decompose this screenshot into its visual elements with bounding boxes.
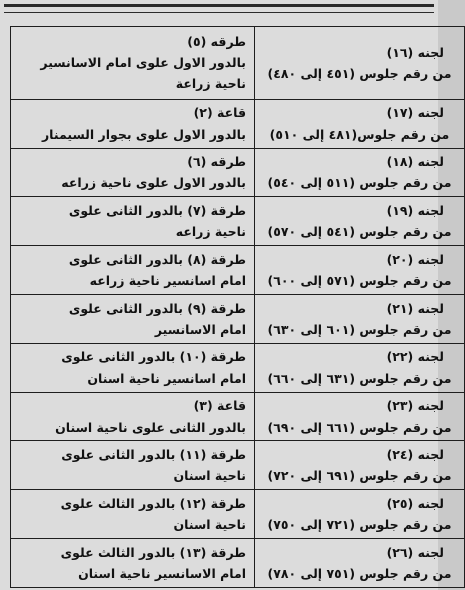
committee-name: لجنه (٢٦) [386, 544, 444, 560]
table-row [11, 294, 465, 343]
committee-cell [255, 441, 465, 490]
location-cell [11, 148, 255, 197]
location-line: قاعة (٣) [193, 398, 246, 414]
location-cell [11, 392, 255, 441]
location-line: امام اسانسير ناحية زراعه [89, 273, 246, 289]
table-row [11, 148, 465, 197]
committee-table-body [11, 27, 465, 588]
location-line: طرقة (١٢) بالدور الثالث علوى [60, 495, 246, 511]
location-cell [11, 441, 255, 490]
location-line: ناحية زراعة [175, 76, 246, 92]
table-row [11, 197, 465, 246]
location-line: طرقة (١٠) بالدور الثانى علوى [61, 349, 246, 365]
table-row [11, 539, 465, 588]
committee-name: لجنه (٢٤) [386, 447, 444, 463]
table-row [11, 392, 465, 441]
committee-name: لجنه (١٦) [386, 44, 444, 60]
location-cell [11, 27, 255, 100]
location-line: امام الاسانسير ناحية اسنان [78, 566, 246, 582]
committee-name: لجنه (٢٣) [386, 398, 444, 414]
committee-cell [255, 246, 465, 295]
location-cell [11, 343, 255, 392]
committee-cell [255, 294, 465, 343]
location-line: بالدور الاول علوى امام الاسانسير [40, 55, 246, 71]
location-cell [11, 539, 255, 588]
table-row [11, 441, 465, 490]
committee-name: لجنه (١٨) [386, 154, 444, 170]
table-row [11, 343, 465, 392]
seat-range: من رقم جلوس (٦٣١ إلى ٦٦٠) [267, 370, 452, 386]
table-row [11, 27, 465, 100]
committee-cell [255, 539, 465, 588]
location-line: ناحية اسنان [173, 468, 246, 484]
committee-cell [255, 148, 465, 197]
location-cell [11, 490, 255, 539]
location-line: امام اسانسير ناحية اسنان [87, 370, 246, 386]
top-double-rule [4, 4, 434, 13]
seat-range: من رقم جلوس (٦٠١ إلى ٦٣٠) [267, 321, 452, 337]
seat-range: من رقم جلوس (٥٤١ إلى ٥٧٠) [267, 224, 452, 240]
seat-range: من رقم جلوس (٥١١ إلى ٥٤٠) [267, 175, 452, 191]
location-line: طرقة (٧) بالدور الثانى علوى [68, 202, 246, 218]
seat-range: من رقم جلوس(٤٨١ إلى ٥١٠) [269, 126, 450, 142]
committee-cell [255, 490, 465, 539]
committee-cell [255, 392, 465, 441]
location-line: طرقة (٨) بالدور الثانى علوى [68, 251, 246, 267]
committee-name: لجنه (٢٥) [386, 495, 444, 511]
location-line: طرقه (٦) [187, 154, 246, 170]
table-row [11, 490, 465, 539]
committee-name: لجنه (٢٢) [386, 349, 444, 365]
seat-range: من رقم جلوس (٤٥١ إلى ٤٨٠) [267, 65, 452, 81]
location-line: طرقة (١١) بالدور الثانى علوى [61, 447, 246, 463]
location-line: قاعة (٢) [193, 105, 246, 121]
location-line: بالدور الاول علوى بجوار السيمنار [41, 126, 246, 142]
seat-range: من رقم جلوس (٦٩١ إلى ٧٢٠) [267, 468, 452, 484]
location-cell [11, 197, 255, 246]
location-cell [11, 294, 255, 343]
committee-cell [255, 99, 465, 148]
committee-name: لجنه (٢١) [386, 300, 444, 316]
committee-name: لجنه (١٧) [386, 105, 444, 121]
committee-cell [255, 27, 465, 100]
location-line: ناحية زراعه [175, 224, 246, 240]
location-line: طرقه (٥) [187, 33, 246, 49]
location-cell [11, 99, 255, 148]
seat-range: من رقم جلوس (٦٦١ إلى ٦٩٠) [267, 419, 452, 435]
table-row [11, 99, 465, 148]
committee-cell [255, 197, 465, 246]
location-line: طرقة (٩) بالدور الثانى علوى [68, 300, 246, 316]
location-line: طرقة (١٣) بالدور الثالث علوى [60, 544, 246, 560]
location-cell [11, 246, 255, 295]
location-line: امام الاسانسير [154, 321, 246, 337]
committee-cell [255, 343, 465, 392]
committee-name: لجنه (٢٠) [386, 251, 444, 267]
table-row [11, 246, 465, 295]
seat-range: من رقم جلوس (٧٢١ إلى ٧٥٠) [267, 517, 452, 533]
committee-name: لجنه (١٩) [386, 202, 444, 218]
seat-range: من رقم جلوس (٧٥١ إلى ٧٨٠) [267, 566, 452, 582]
location-line: ناحية اسنان [173, 517, 246, 533]
location-line: بالدور الاول علوى ناحية زراعه [61, 175, 246, 191]
committee-table [10, 26, 465, 588]
location-line: بالدور الثانى علوى ناحية اسنان [55, 419, 246, 435]
seat-range: من رقم جلوس (٥٧١ إلى ٦٠٠) [267, 273, 452, 289]
